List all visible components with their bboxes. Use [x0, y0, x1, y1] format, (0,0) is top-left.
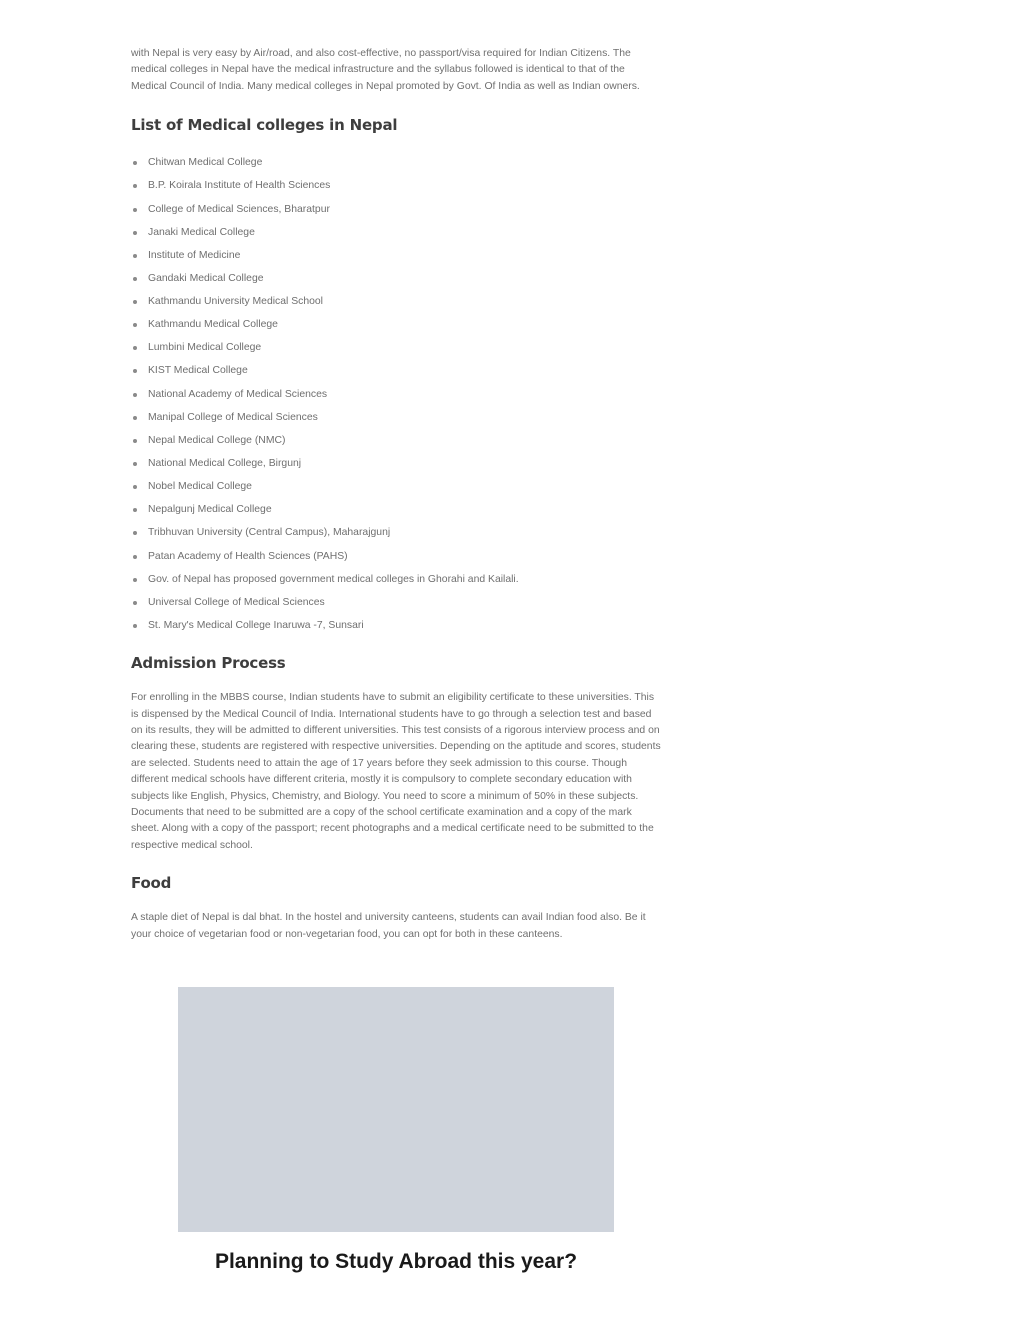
list-item: Manipal College of Medical Sciences — [131, 410, 661, 433]
bullet-icon — [133, 161, 137, 165]
list-item: St. Mary's Medical College Inaruwa -7, Sunsari — [131, 618, 661, 641]
list-item: Tribhuvan University (Central Campus), Maharajgunj — [131, 525, 661, 548]
food-heading: Food — [131, 874, 172, 893]
food-paragraph: A staple diet of Nepal is dal bhat. In the hostel and university canteens, students can avail Indian food also. Be it your choice of vegetarian food or non-vegetarian food, you can opt for both in these canteens. — [131, 912, 646, 940]
bullet-icon — [133, 393, 137, 397]
list-heading: List of Medical colleges in Nepal — [131, 116, 398, 135]
list-item: National Medical College, Birgunj — [131, 456, 661, 479]
bullet-icon — [133, 369, 137, 373]
admission-heading: Admission Process — [131, 654, 286, 673]
list-item: Nepalgunj Medical College — [131, 502, 661, 525]
medical-college-list — [131, 155, 661, 641]
bullet-icon — [133, 439, 137, 443]
list-item: National Academy of Medical Sciences — [131, 387, 661, 410]
bullet-icon — [133, 184, 137, 188]
image-placeholder — [178, 987, 614, 1232]
bullet-icon — [133, 231, 137, 235]
bullet-icon — [133, 462, 137, 466]
list-item: KIST Medical College — [131, 363, 661, 386]
bullet-icon — [133, 300, 137, 304]
admission-paragraph: For enrolling in the MBBS course, Indian students have to submit an eligibility certificate to these universities. This is dispensed by the Medical Council of India. International students have to go through a selection test and based on its results, they will be admitted to different universities. This test consists of a rigorous interview process and on clearing these, students are registered with respective universities. Depending on the aptitude and scores, students are selected. Students need to attain the age of 17 years before they seek admission to this course. Though different medical schools have different criteria, mostly it is compulsory to complete secondary education with subjects like English, Physics, Chemistry, and Biology. You need to score a minimum of 50% in these subjects. Documents that need to be submitted are a copy of the school certificate examination and a copy of the mark sheet. Along with a copy of the passport; recent photographs and a medical certificate need to be submitted to the respective medical school. — [131, 692, 661, 851]
list-item: Lumbini Medical College — [131, 340, 661, 363]
bullet-icon — [133, 624, 137, 628]
list-item: B.P. Koirala Institute of Health Sciences — [131, 178, 661, 201]
intro-paragraph: with Nepal is very easy by Air/road, and also cost-effective, no passport/visa required for Indian Citizens. The medical colleges in Nepal have the medical infrastructure and the syllabus followed is identical to that of the Medical Council of India. Many medical colleges in Nepal promoted by Govt. Of India as well as Indian owners. — [131, 48, 640, 92]
list-item: Nepal Medical College (NMC) — [131, 433, 661, 456]
list-item: Kathmandu Medical College — [131, 317, 661, 340]
bullet-icon — [133, 601, 137, 605]
bullet-icon — [133, 346, 137, 350]
bullet-icon — [133, 254, 137, 258]
bullet-icon — [133, 508, 137, 512]
study-abroad-cta-title: Planning to Study Abroad this year? — [214, 1250, 578, 1273]
list-item: Nobel Medical College — [131, 479, 661, 502]
bullet-icon — [133, 416, 137, 420]
bullet-icon — [133, 208, 137, 212]
list-item: Janaki Medical College — [131, 225, 661, 248]
bullet-icon — [133, 277, 137, 281]
list-item: College of Medical Sciences, Bharatpur — [131, 202, 661, 225]
list-item: Gov. of Nepal has proposed government medical colleges in Ghorahi and Kailali. — [131, 572, 661, 595]
bullet-icon — [133, 323, 137, 327]
list-item: Universal College of Medical Sciences — [131, 595, 661, 618]
bullet-icon — [133, 555, 137, 559]
list-item: Gandaki Medical College — [131, 271, 661, 294]
bullet-icon — [133, 578, 137, 582]
bullet-icon — [133, 485, 137, 489]
list-item: Institute of Medicine — [131, 248, 661, 271]
list-item: Chitwan Medical College — [131, 155, 661, 178]
bullet-icon — [133, 531, 137, 535]
list-item: Kathmandu University Medical School — [131, 294, 661, 317]
article-content — [131, 46, 661, 943]
list-item: Patan Academy of Health Sciences (PAHS) — [131, 549, 661, 572]
